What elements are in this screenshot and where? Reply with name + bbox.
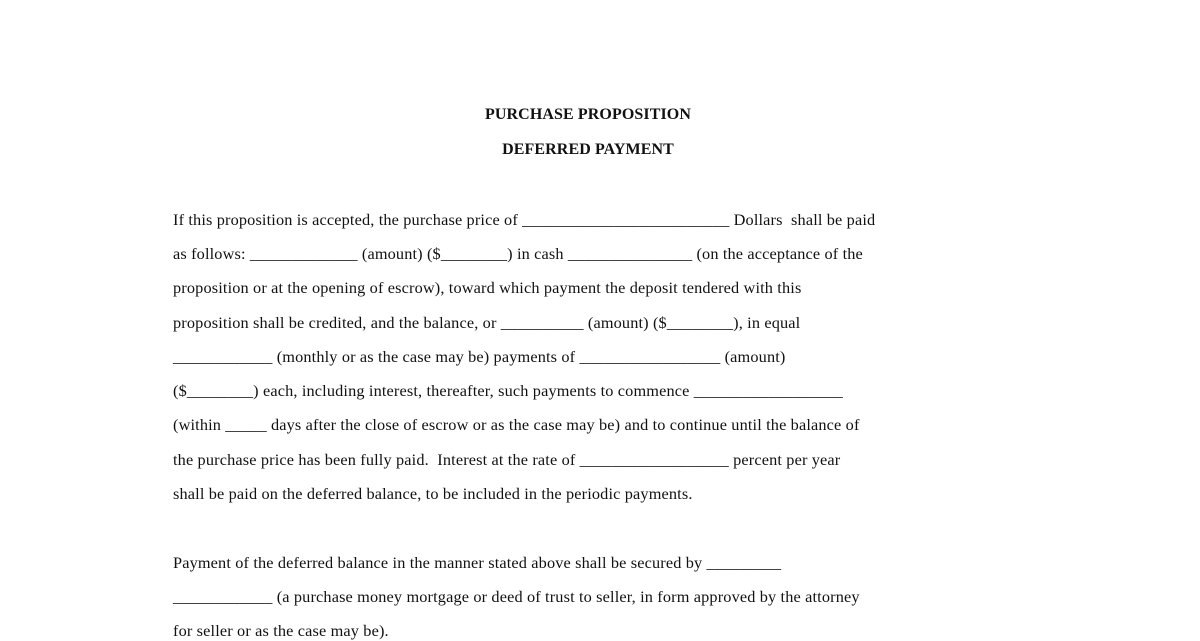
paragraph-line: the purchase price has been fully paid. Interest at the rate of __________________ percent per year: [173, 450, 841, 469]
paragraph-line: for seller or as the case may be).: [173, 621, 389, 640]
document-title: PURCHASE PROPOSITION: [484, 106, 692, 123]
document-subtitle: DEFERRED PAYMENT: [502, 141, 674, 158]
paragraph-line: ____________ (monthly or as the case may be) payments of _________________ (amount): [173, 347, 786, 366]
paragraph-line: proposition or at the opening of escrow), toward which payment the deposit tendered with this: [173, 278, 802, 297]
paragraph-line: (within _____ days after the close of escrow or as the case may be) and to continue until the balance of: [173, 415, 860, 434]
paragraph-line: shall be paid on the deferred balance, to be included in the periodic payments.: [173, 484, 693, 503]
paragraph-line: proposition shall be credited, and the balance, or __________ (amount) ($________), in equal: [173, 313, 801, 332]
paragraph-line: If this proposition is accepted, the purchase price of _________________________ Dollars shall be paid: [173, 210, 876, 229]
paragraph-line: Payment of the deferred balance in the manner stated above shall be secured by _________: [173, 553, 782, 572]
paragraph-line: ____________ (a purchase money mortgage or deed of trust to seller, in form approved by the attorney: [173, 587, 860, 606]
paragraph-line: ($________) each, including interest, thereafter, such payments to commence __________________: [173, 381, 843, 400]
paragraph-line: as follows: _____________ (amount) ($________) in cash _______________ (on the acceptance of the: [173, 244, 863, 263]
